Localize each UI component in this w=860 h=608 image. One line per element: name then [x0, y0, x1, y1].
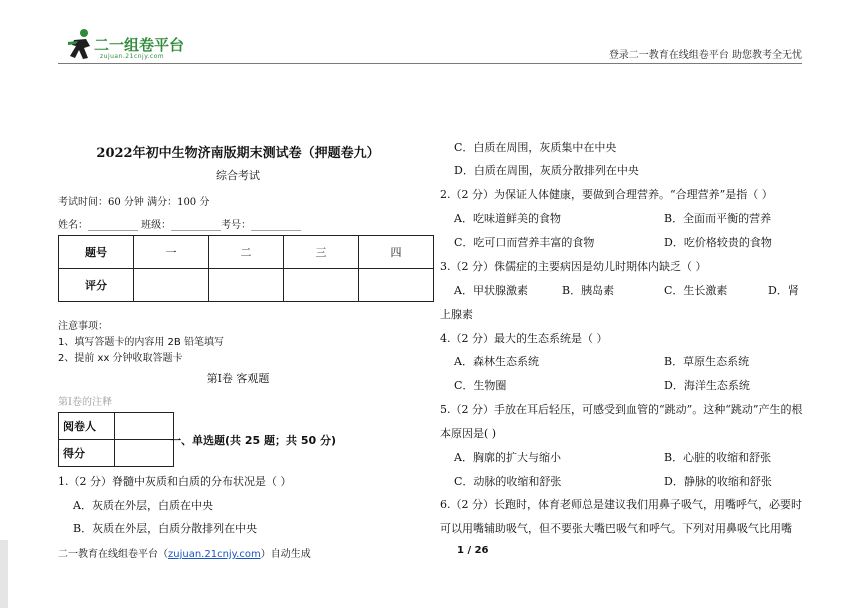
reviewer-table	[58, 412, 174, 467]
score-table-header-row	[59, 236, 434, 269]
option-a: A．胸廓的扩大与缩小	[454, 451, 561, 464]
question-stem: 5.（2 分）手放在耳后轻压，可感受到血管的“跳动”。这种“跳动”产生的根	[440, 403, 803, 416]
section-title: 第Ⅰ卷 客观题	[206, 372, 270, 385]
question-stem: 3.（2 分）侏儒症的主要病因是幼儿时期体内缺乏（ ）	[440, 260, 707, 273]
reviewer-score-cell[interactable]	[115, 440, 174, 467]
footer-suffix: ）自动生成	[260, 549, 311, 560]
option-b: B．草原生态系统	[664, 355, 750, 368]
runner-logo-icon	[66, 28, 96, 62]
option-a: A．甲状腺激素	[454, 284, 528, 297]
section-note: 第Ⅰ卷的注释	[58, 397, 112, 408]
score-cell: 评分	[59, 269, 134, 302]
exam-time-line: 考试时间：60 分钟 满分：100 分	[58, 197, 210, 208]
score-input-cell[interactable]	[209, 269, 284, 302]
option-c: C．白质在周围，灰质集中在中央	[454, 141, 617, 154]
score-cell: 二	[209, 236, 284, 269]
logo-subtext: zujuan.21cnjy.com	[100, 53, 165, 60]
option-b: B．胰岛素	[562, 284, 615, 297]
score-cell: 四	[359, 236, 434, 269]
question-stem: 2.（2 分）为保证人体健康，要做到合理营养。“合理营养”是指（ ）	[440, 188, 773, 201]
logo-text: 二一组卷平台	[94, 36, 185, 54]
option-a: A．森林生态系统	[454, 355, 539, 368]
score-table-score-row	[59, 269, 434, 302]
option-d: D．白质在周围，灰质分散排列在中央	[454, 164, 639, 177]
score-table	[58, 235, 434, 302]
page-number: 1 / 26	[457, 545, 489, 556]
score-cell: 一	[134, 236, 209, 269]
reviewer-input-cell[interactable]	[115, 413, 174, 440]
option-c: C．吃可口而营养丰富的食物	[454, 236, 595, 249]
option-b: B．灰质在外层，白质分散排列在中央	[73, 522, 258, 535]
reviewer-score-label: 得分	[59, 440, 115, 467]
student-info-line: 姓名：__________ 班级：__________考号：__________	[58, 220, 302, 231]
score-input-cell[interactable]	[134, 269, 209, 302]
score-input-cell[interactable]	[359, 269, 434, 302]
header-slogan: 登录二一教育在线组卷平台 助您教考全无忧	[608, 50, 802, 61]
option-c: C．动脉的收缩和舒张	[454, 475, 562, 488]
exam-title: 2022年初中生物济南版期末测试卷（押题卷九）	[96, 146, 380, 161]
option-b: B．全面而平衡的营养	[664, 212, 772, 225]
option-c: C．生物圈	[454, 379, 507, 392]
part-one-title: 一、单选题(共 25 题；共 50 分)	[170, 434, 336, 447]
option-d-continued: 上腺素	[440, 308, 473, 321]
reviewer-label: 阅卷人	[59, 413, 115, 440]
footer-source	[58, 545, 311, 560]
option-d: D．静脉的收缩和舒张	[664, 475, 772, 488]
option-d: D．海洋生态系统	[664, 379, 750, 392]
note-item: 2、提前 xx 分钟收取答题卡	[58, 353, 183, 364]
option-d: D．肾	[768, 284, 799, 297]
question-stem: 4.（2 分）最大的生态系统是（ ）	[440, 332, 608, 345]
footer-link[interactable]: zujuan.21cnjy.com	[168, 549, 261, 560]
notes-heading: 注意事项：	[58, 321, 108, 332]
note-item: 1、填写答题卡的内容用 2B 铅笔填写	[58, 337, 224, 348]
question-stem: 6.（2 分）长跑时，体育老师总是建议我们用鼻子吸气，用嘴呼气，必要时	[440, 498, 802, 511]
option-c: C．生长激素	[664, 284, 728, 297]
score-input-cell[interactable]	[284, 269, 359, 302]
footer-prefix: 二一教育在线组卷平台（	[58, 549, 168, 560]
exam-subtitle: 综合考试	[216, 169, 260, 182]
option-b: B．心脏的收缩和舒张	[664, 451, 772, 464]
option-a: A．灰质在外层，白质在中央	[73, 499, 213, 512]
question-stem: 1.（2 分）脊髓中灰质和白质的分布状况是（ ）	[58, 475, 292, 488]
question-stem-continued: 本原因是( )	[440, 427, 497, 440]
score-cell: 题号	[59, 236, 134, 269]
question-stem-continued: 可以用嘴辅助吸气，但不要张大嘴巴吸气和呼气。下列对用鼻吸气比用嘴	[440, 522, 792, 535]
option-d: D．吃价格较贵的食物	[664, 236, 772, 249]
score-cell: 三	[284, 236, 359, 269]
option-a: A．吃味道鲜美的食物	[454, 212, 561, 225]
page-edge-shadow	[0, 540, 8, 608]
header-divider	[58, 63, 802, 64]
